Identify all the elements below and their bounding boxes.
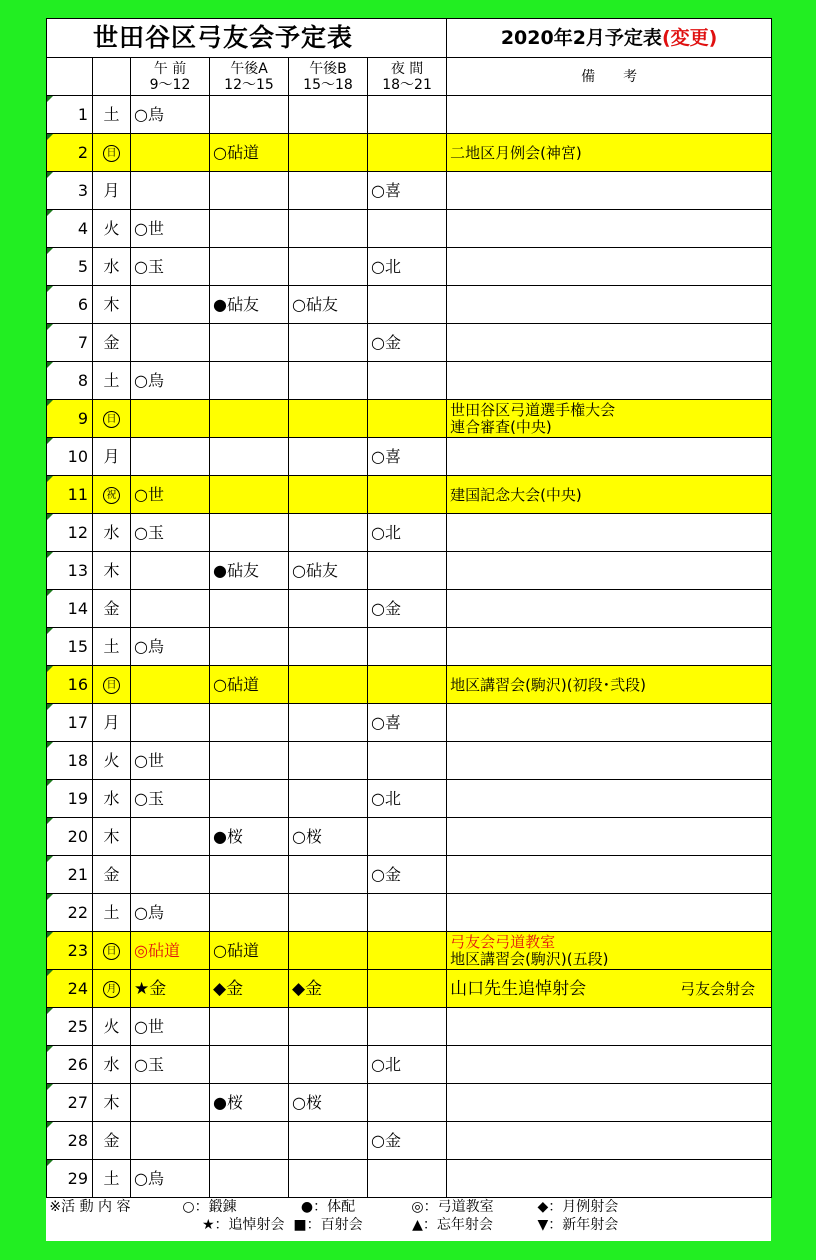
- slot-afternoon-a: [210, 742, 289, 780]
- slot-night: [368, 818, 447, 856]
- slot-afternoon-b: [289, 666, 368, 704]
- weekday: 火: [103, 1016, 120, 1036]
- slot-night: [368, 1160, 447, 1198]
- note-cell: [447, 438, 772, 476]
- weekday-circle: 祝: [103, 487, 120, 504]
- day-number: 22: [47, 894, 93, 932]
- day-row: [47, 1122, 772, 1160]
- slot-afternoon-b: [289, 780, 368, 818]
- note-cell: [447, 932, 772, 970]
- day-number: 8: [47, 362, 93, 400]
- weekday: 月: [103, 446, 120, 466]
- weekday-cell: [93, 666, 131, 704]
- weekday-circle: 日: [103, 943, 120, 960]
- slot-afternoon-a: [210, 1046, 289, 1084]
- weekday-cell: [93, 134, 131, 172]
- note-cell: [447, 248, 772, 286]
- slot-night: ○喜: [368, 172, 447, 210]
- note-cell: [447, 742, 772, 780]
- slot-morning: [131, 324, 210, 362]
- slot-afternoon-a: [210, 172, 289, 210]
- note-cell: [447, 628, 772, 666]
- weekday: 月: [103, 712, 120, 732]
- slot-afternoon-b: [289, 590, 368, 628]
- slot-morning: [131, 400, 210, 438]
- weekday-cell: [93, 856, 131, 894]
- slot-afternoon-a: ◆金: [210, 970, 289, 1008]
- legend-row-1: [47, 1198, 772, 1217]
- month-text: 2020年2月予定表: [500, 27, 662, 49]
- weekday-circle: 日: [103, 677, 120, 694]
- day-number: 13: [47, 552, 93, 590]
- weekday: 金: [103, 332, 120, 352]
- header-notes: 備 考: [447, 58, 772, 96]
- day-number: 12: [47, 514, 93, 552]
- day-row: [47, 628, 772, 666]
- note-cell: [447, 704, 772, 742]
- day-row: [47, 894, 772, 932]
- slot-afternoon-a: [210, 628, 289, 666]
- note-text: 地区講習会(駒沢)(初段･弐段): [450, 675, 646, 694]
- slot-morning: [131, 590, 210, 628]
- day-number: 27: [47, 1084, 93, 1122]
- weekday-cell: [93, 324, 131, 362]
- slot-morning: ○世: [131, 476, 210, 514]
- note-cell: [447, 96, 772, 134]
- weekday: 金: [103, 864, 120, 884]
- slot-afternoon-a: [210, 1008, 289, 1046]
- weekday: 木: [103, 294, 120, 314]
- slot-night: ○北: [368, 248, 447, 286]
- slot-afternoon-a: [210, 704, 289, 742]
- note-cell: [447, 172, 772, 210]
- slot-afternoon-a: [210, 476, 289, 514]
- slot-afternoon-a: [210, 1160, 289, 1198]
- day-row: [47, 590, 772, 628]
- slot-night: ○喜: [368, 438, 447, 476]
- weekday-cell: [93, 438, 131, 476]
- slot-afternoon-a: ●桜: [210, 1084, 289, 1122]
- day-number: 18: [47, 742, 93, 780]
- slot-morning: [131, 438, 210, 476]
- day-row: [47, 172, 772, 210]
- slot-afternoon-a: ○砧道: [210, 666, 289, 704]
- slot-morning: ○玉: [131, 780, 210, 818]
- slot-night: ○金: [368, 590, 447, 628]
- slot-morning: [131, 172, 210, 210]
- weekday-cell: [93, 818, 131, 856]
- day-number: 17: [47, 704, 93, 742]
- slot-night: [368, 476, 447, 514]
- slot-night: ○金: [368, 1122, 447, 1160]
- note-line-1: 世田谷区弓道選手権大会: [450, 400, 616, 419]
- note-right: 弓友会射会: [680, 979, 756, 998]
- slot-afternoon-b: [289, 1122, 368, 1160]
- slot-morning: ○烏: [131, 628, 210, 666]
- legend-item: ●：体配: [300, 1199, 356, 1215]
- slot-morning: ○玉: [131, 248, 210, 286]
- slot-morning: [131, 286, 210, 324]
- slot-night: [368, 742, 447, 780]
- day-row: [47, 438, 772, 476]
- slot-afternoon-b: ○桜: [289, 818, 368, 856]
- slot-afternoon-a: ●砧友: [210, 286, 289, 324]
- day-row: [47, 970, 772, 1008]
- weekday: 火: [103, 750, 120, 770]
- day-row: [47, 248, 772, 286]
- weekday: 土: [103, 1168, 120, 1188]
- note-cell: [447, 210, 772, 248]
- slot-afternoon-a: [210, 856, 289, 894]
- weekday-cell: [93, 780, 131, 818]
- header-afternoon-a: 午後A 12～15: [210, 58, 289, 96]
- header-afternoon-b: 午後B 15～18: [289, 58, 368, 96]
- day-row: [47, 96, 772, 134]
- note-text: 二地区月例会(神宮): [450, 143, 582, 162]
- day-row: [47, 1160, 772, 1198]
- weekday-cell: [93, 362, 131, 400]
- slot-afternoon-b: [289, 894, 368, 932]
- legend-row-2: [47, 1216, 772, 1234]
- weekday: 水: [103, 1054, 120, 1074]
- note-text: 建国記念大会(中央): [450, 485, 582, 504]
- slot-afternoon-b: [289, 400, 368, 438]
- day-number: 15: [47, 628, 93, 666]
- slot-afternoon-b: [289, 932, 368, 970]
- slot-afternoon-b: [289, 438, 368, 476]
- slot-afternoon-a: [210, 590, 289, 628]
- day-row: [47, 704, 772, 742]
- slot-morning: ○世: [131, 742, 210, 780]
- slot-night: [368, 134, 447, 172]
- slot-afternoon-a: [210, 248, 289, 286]
- slot-morning: [131, 666, 210, 704]
- day-number: 7: [47, 324, 93, 362]
- slot-afternoon-b: [289, 210, 368, 248]
- weekday-cell: [93, 1160, 131, 1198]
- slot-night: [368, 932, 447, 970]
- slot-morning: ○世: [131, 210, 210, 248]
- weekday-cell: [93, 1046, 131, 1084]
- weekday-cell: [93, 1084, 131, 1122]
- weekday: 木: [103, 560, 120, 580]
- slot-afternoon-b: [289, 514, 368, 552]
- weekday: 金: [103, 1130, 120, 1150]
- weekday: 水: [103, 522, 120, 542]
- slot-afternoon-b: ○桜: [289, 1084, 368, 1122]
- slot-afternoon-b: [289, 362, 368, 400]
- note-cell: [447, 324, 772, 362]
- weekday-circle: 月: [103, 981, 120, 998]
- day-number: 24: [47, 970, 93, 1008]
- day-number: 6: [47, 286, 93, 324]
- weekday: 火: [103, 218, 120, 238]
- weekday-cell: [93, 400, 131, 438]
- note-cell: [447, 780, 772, 818]
- slot-afternoon-b: ○砧友: [289, 286, 368, 324]
- slot-afternoon-a: [210, 400, 289, 438]
- slot-morning: [131, 704, 210, 742]
- day-row: [47, 210, 772, 248]
- slot-morning: ○烏: [131, 1160, 210, 1198]
- note-line-2: 連合審査(中央): [450, 417, 552, 436]
- weekday: 木: [103, 826, 120, 846]
- note-cell: [447, 134, 772, 172]
- header-morning: 午 前 9～12: [131, 58, 210, 96]
- slot-afternoon-b: [289, 628, 368, 666]
- day-number: 5: [47, 248, 93, 286]
- day-row: [47, 362, 772, 400]
- slot-night: ○金: [368, 856, 447, 894]
- note-cell: [447, 1084, 772, 1122]
- slot-afternoon-b: [289, 476, 368, 514]
- slot-afternoon-a: [210, 780, 289, 818]
- weekday: 水: [103, 788, 120, 808]
- note-cell: [447, 666, 772, 704]
- weekday: 土: [103, 636, 120, 656]
- slot-night: [368, 628, 447, 666]
- weekday: 金: [103, 598, 120, 618]
- weekday-cell: [93, 286, 131, 324]
- slot-afternoon-a: [210, 1122, 289, 1160]
- slot-afternoon-b: [289, 248, 368, 286]
- note-cell: [447, 1122, 772, 1160]
- slot-night: [368, 894, 447, 932]
- slot-night: [368, 286, 447, 324]
- weekday-cell: [93, 628, 131, 666]
- slot-night: [368, 552, 447, 590]
- note-line-1: 弓友会弓道教室: [450, 932, 556, 951]
- day-row: [47, 856, 772, 894]
- slot-morning: ○烏: [131, 894, 210, 932]
- weekday: 土: [103, 370, 120, 390]
- slot-morning: ○玉: [131, 1046, 210, 1084]
- slot-afternoon-b: [289, 172, 368, 210]
- slot-afternoon-b: [289, 134, 368, 172]
- day-row: [47, 514, 772, 552]
- day-number: 21: [47, 856, 93, 894]
- day-number: 1: [47, 96, 93, 134]
- slot-night: ○北: [368, 514, 447, 552]
- slot-morning: [131, 1084, 210, 1122]
- page-title: 世田谷区弓友会予定表: [47, 19, 447, 58]
- legend-item: ★：追悼射会: [201, 1217, 285, 1233]
- weekday-cell: [93, 742, 131, 780]
- slot-afternoon-b: [289, 1008, 368, 1046]
- slot-afternoon-b: ◆金: [289, 970, 368, 1008]
- day-row: [47, 780, 772, 818]
- weekday-circle: 日: [103, 411, 120, 428]
- day-row: [47, 476, 772, 514]
- slot-afternoon-b: [289, 856, 368, 894]
- weekday: 木: [103, 1092, 120, 1112]
- day-row: [47, 400, 772, 438]
- slot-morning: [131, 856, 210, 894]
- weekday-cell: [93, 552, 131, 590]
- note-cell: [447, 1160, 772, 1198]
- slot-afternoon-b: [289, 1046, 368, 1084]
- note-cell: [447, 400, 772, 438]
- day-row: [47, 666, 772, 704]
- slot-morning: ◎砧道: [131, 932, 210, 970]
- day-number: 10: [47, 438, 93, 476]
- day-number: 9: [47, 400, 93, 438]
- weekday-circle: 日: [103, 145, 120, 162]
- day-row: [47, 742, 772, 780]
- slot-morning: [131, 134, 210, 172]
- note-cell: [447, 476, 772, 514]
- slot-afternoon-a: ●砧友: [210, 552, 289, 590]
- schedule-table: [46, 18, 772, 1234]
- weekday: 土: [103, 104, 120, 124]
- day-number: 28: [47, 1122, 93, 1160]
- slot-afternoon-a: [210, 96, 289, 134]
- slot-afternoon-b: [289, 1160, 368, 1198]
- slot-afternoon-b: [289, 324, 368, 362]
- slot-afternoon-b: ○砧友: [289, 552, 368, 590]
- day-number: 23: [47, 932, 93, 970]
- day-number: 19: [47, 780, 93, 818]
- slot-night: [368, 362, 447, 400]
- weekday: 土: [103, 902, 120, 922]
- slot-night: [368, 970, 447, 1008]
- day-number: 14: [47, 590, 93, 628]
- slot-afternoon-a: ○砧道: [210, 134, 289, 172]
- slot-afternoon-a: ○砧道: [210, 932, 289, 970]
- slot-night: ○北: [368, 1046, 447, 1084]
- slot-night: [368, 666, 447, 704]
- legend-item: ■：百射会: [293, 1217, 363, 1233]
- day-number: 3: [47, 172, 93, 210]
- slot-afternoon-a: [210, 894, 289, 932]
- note-cell: [447, 970, 772, 1008]
- weekday-cell: [93, 172, 131, 210]
- weekday-cell: [93, 210, 131, 248]
- day-number: 4: [47, 210, 93, 248]
- legend-label: ※活 動 内 容: [49, 1199, 131, 1215]
- note-cell: [447, 590, 772, 628]
- day-row: [47, 1046, 772, 1084]
- slot-night: ○喜: [368, 704, 447, 742]
- weekday-cell: [93, 704, 131, 742]
- slot-night: [368, 96, 447, 134]
- slot-morning: [131, 1122, 210, 1160]
- note-text: 山口先生追悼射会: [450, 978, 587, 999]
- weekday-cell: [93, 514, 131, 552]
- note-cell: [447, 1008, 772, 1046]
- note-cell: [447, 856, 772, 894]
- month-change: (変更): [661, 27, 718, 49]
- legend-item-pair: ▲：忘年射会 ▼：新年射会: [412, 1217, 619, 1233]
- slot-night: [368, 400, 447, 438]
- slot-afternoon-b: [289, 96, 368, 134]
- slot-afternoon-b: [289, 704, 368, 742]
- slot-afternoon-a: [210, 362, 289, 400]
- slot-morning: [131, 818, 210, 856]
- day-row: [47, 286, 772, 324]
- day-row: [47, 932, 772, 970]
- weekday: 水: [103, 256, 120, 276]
- day-number: 2: [47, 134, 93, 172]
- weekday-cell: [93, 1122, 131, 1160]
- slot-night: [368, 1008, 447, 1046]
- day-number: 16: [47, 666, 93, 704]
- slot-morning: ○玉: [131, 514, 210, 552]
- slot-afternoon-a: [210, 324, 289, 362]
- slot-night: [368, 210, 447, 248]
- day-number: 29: [47, 1160, 93, 1198]
- day-row: [47, 134, 772, 172]
- slot-afternoon-a: [210, 438, 289, 476]
- month-label: [447, 19, 772, 58]
- weekday: 月: [103, 180, 120, 200]
- note-cell: [447, 362, 772, 400]
- weekday-cell: [93, 248, 131, 286]
- day-number: 11: [47, 476, 93, 514]
- weekday-cell: [93, 476, 131, 514]
- legend-item: ○：鍛錬: [182, 1199, 237, 1215]
- slot-afternoon-a: ●桜: [210, 818, 289, 856]
- weekday-cell: [93, 894, 131, 932]
- weekday-cell: [93, 96, 131, 134]
- day-number: 20: [47, 818, 93, 856]
- day-number: 25: [47, 1008, 93, 1046]
- header-night: 夜 間 18～21: [368, 58, 447, 96]
- note-cell: [447, 286, 772, 324]
- slot-afternoon-a: [210, 514, 289, 552]
- note-cell: [447, 1046, 772, 1084]
- note-cell: [447, 894, 772, 932]
- weekday-cell: [93, 1008, 131, 1046]
- slot-morning: ○世: [131, 1008, 210, 1046]
- day-row: [47, 324, 772, 362]
- slot-night: ○北: [368, 780, 447, 818]
- slot-morning: ○烏: [131, 362, 210, 400]
- slot-morning: ★金: [131, 970, 210, 1008]
- day-row: [47, 552, 772, 590]
- day-row: [47, 1008, 772, 1046]
- day-number: 26: [47, 1046, 93, 1084]
- slot-morning: [131, 552, 210, 590]
- note-line-2: 地区講習会(駒沢)(五段): [450, 949, 609, 968]
- note-cell: [447, 514, 772, 552]
- slot-afternoon-a: [210, 210, 289, 248]
- weekday-cell: [93, 932, 131, 970]
- legend-item-pair: ◎：弓道教室 ◆：月例射会: [411, 1199, 619, 1215]
- note-cell: [447, 818, 772, 856]
- day-row: [47, 1084, 772, 1122]
- weekday-cell: [93, 970, 131, 1008]
- weekday-cell: [93, 590, 131, 628]
- day-row: [47, 818, 772, 856]
- note-cell: [447, 552, 772, 590]
- slot-night: ○金: [368, 324, 447, 362]
- slot-morning: ○烏: [131, 96, 210, 134]
- header-row: [47, 58, 772, 96]
- slot-afternoon-b: [289, 742, 368, 780]
- slot-night: [368, 1084, 447, 1122]
